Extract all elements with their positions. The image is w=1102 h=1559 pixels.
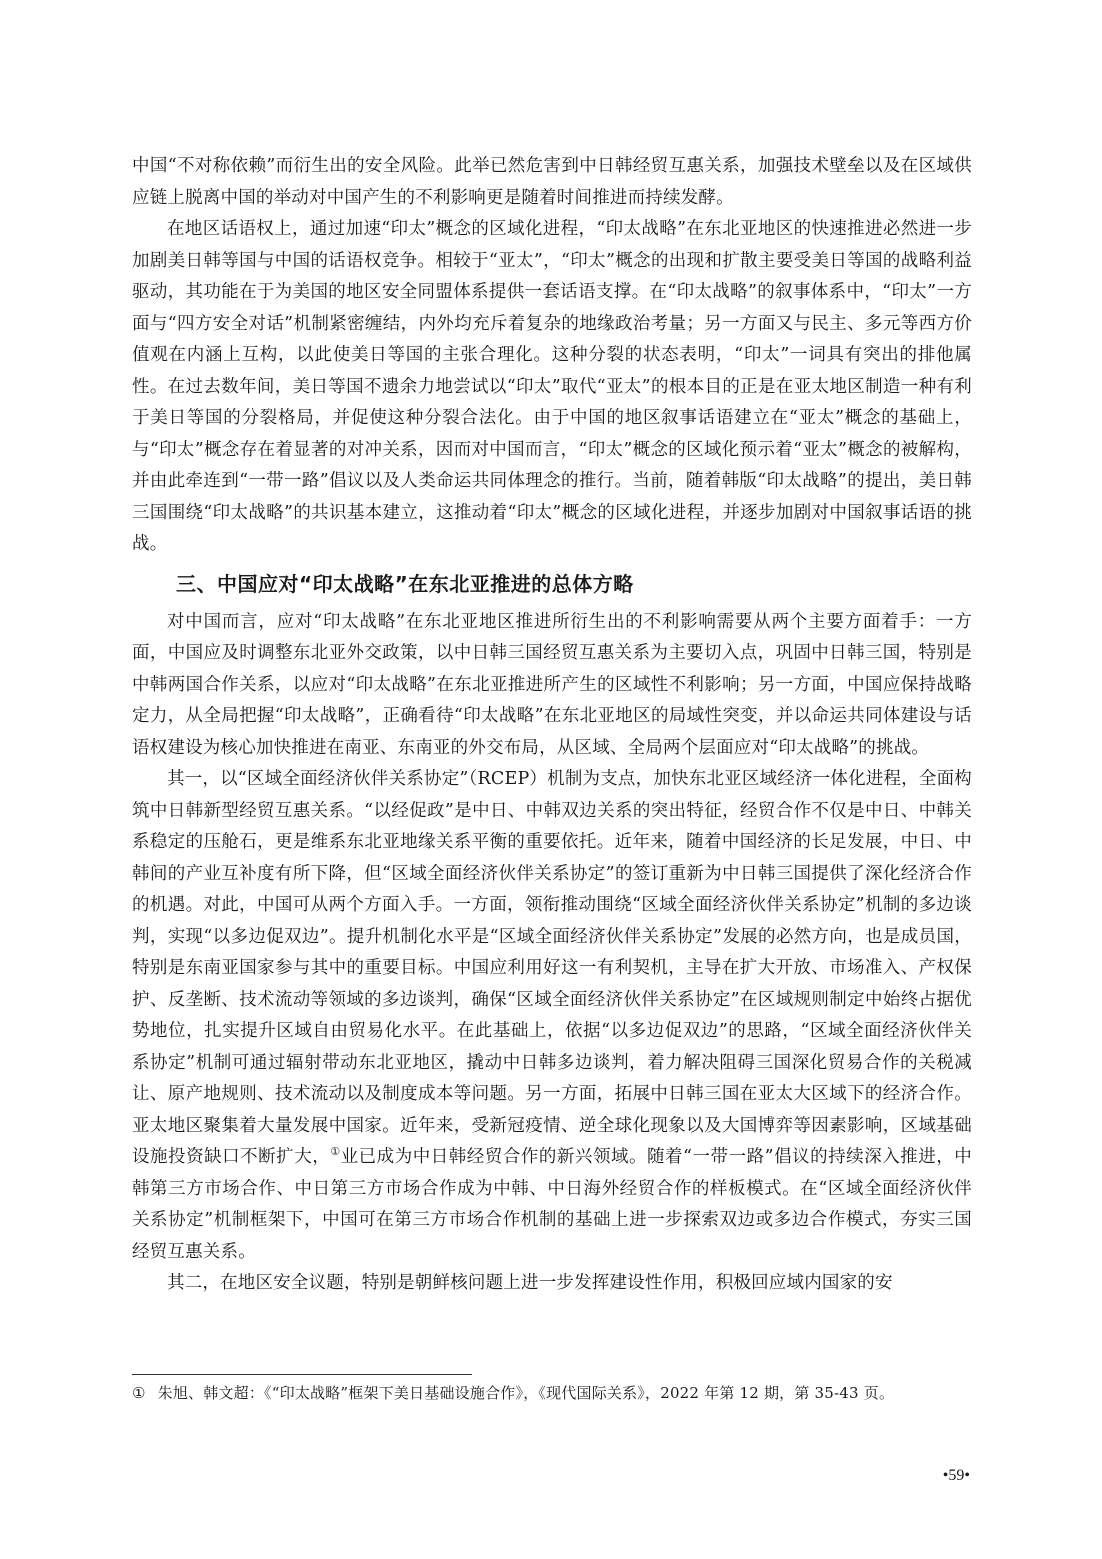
paragraph-1: 中国“不对称依赖”而衍生出的安全风险。此举已然危害到中日韩经贸互惠关系，加强技术壁垒以及在区域供应链上脱离中国的举动对中国产生的不利影响更是随着时间推进而持续发酵。	[132, 156, 972, 208]
footnote-marker: ①	[132, 1384, 146, 1402]
footnote-divider	[132, 1374, 472, 1375]
paragraph-4-text-a: 其一，以“区域全面经济伙伴关系协定”（RCEP）机制为支点，加快东北亚区域经济一体化进程，全面构筑中日韩新型经贸互惠关系。“以经促政”是中日、中韩双边关系的突出特征，经贸合作不仅是中日、中韩关系稳定的压舱石，更是维系东北亚地缘关系平衡的重要依托。近年来，随着中国经济的长足发展，中日、中韩间的产业互补度有所下降，但“区域全面经济伙伴关系协定”的签订重新为中日韩三国提供了深化经济合作的机遇。对此，中国可从两个方面入手。一方面，领衔推动围绕“区域全面经济伙伴关系协定”机制的多边谈判，实现“以多边促双边”。提升机制化水平是“区域全面经济伙伴关系协定”发展的必然方向，也是成员国，特别是东南亚国家参与其中的重要目标。中国应利用好这一有利契机，主导在扩大开放、市场准入、产权保护、反垄断、技术流动等领域的多边谈判，确保“区域全面经济伙伴关系协定”在区域规则制定中始终占据优势地位，扎实提升区域自由贸易化水平。在此基础上，依据“以多边促双边”的思路，“区域全面经济伙伴关系协定”机制可通过辐射带动东北亚地区，撬动中日韩多边谈判，着力解决阻碍三国深化贸易合作的关税减让、原产地规则、技术流动以及制度成本等问题。另一方面，拓展中日韩三国在亚太大区域下的经济合作。亚太地区聚集着大量发展中国家。近年来，受新冠疫情、逆全球化现象以及大国博弈等因素影响，区域基础设施投资缺口不断扩大，	[132, 769, 972, 1167]
body-text	[132, 151, 972, 1300]
section-heading: 三、中国应对“印太战略”在东北亚推进的总体方略	[176, 571, 634, 596]
paragraph-4	[132, 764, 972, 1268]
paragraph-2: 在地区话语权上，通过加速“印太”概念的区域化进程，“印太战略”在东北亚地区的快速推进必然进一步加剧美日韩等国与中国的话语权竞争。相较于“亚太”，“印太”概念的出现和扩散主要受美日等国的战略利益驱动，其功能在于为美国的地区安全同盟体系提供一套话语支撑。在“印太战略”的叙事体系中，“印太”一方面与“四方安全对话”机制紧密缠结，内外均充斥着复杂的地缘政治考量；另一方面又与民主、多元等西方价值观在内涵上互构，以此使美日等国的主张合理化。这种分裂的状态表明，“印太”一词具有突出的排他属性。在过去数年间，美日等国不遗余力地尝试以“印太”取代“亚太”的根本目的正是在亚太地区制造一种有利于美日等国的分裂格局，并促使这种分裂合法化。由于中国的地区叙事话语建立在“亚太”概念的基础上，与“印太”概念存在着显著的对冲关系，因而对中国而言，“印太”概念的区域化预示着“亚太”概念的被解构，并由此牵连到“一带一路”倡议以及人类命运共同体理念的推行。当前，随着韩版“印太战略”的提出，美日韩三国围绕“印太战略”的共识基本建立，这推动着“印太”概念的区域化进程，并逐步加剧对中国叙事话语的挑战。	[132, 219, 972, 554]
page-number: •59•	[942, 1467, 970, 1484]
footnote-text: 朱旭、韩文超：《“印太战略”框架下美日基础设施合作》，《现代国际关系》，2022 年第 12 期，第 35-43 页。	[157, 1384, 895, 1402]
footnote-reference[interactable]: ①	[330, 1145, 341, 1159]
footnote	[132, 1381, 972, 1405]
paragraph-4-text-b: 业已成为中日韩经贸合作的新兴领域。随着“一带一路”倡议的持续深入推进，中韩第三方市场合作、中日第三方市场合作成为中韩、中日海外经贸合作的样板模式。在“区域全面经济伙伴关系协定”机制框架下，中国可在第三方市场合作机制的基础上进一步探索双边或多边合作模式，夯实三国经贸互惠关系。	[132, 1147, 973, 1262]
paragraph-5: 其二，在地区安全议题，特别是朝鲜核问题上进一步发挥建设性作用，积极回应域内国家的安	[167, 1273, 893, 1293]
paragraph-3: 对中国而言，应对“印太战略”在东北亚地区推进所衍生出的不利影响需要从两个主要方面着手：一方面，中国应及时调整东北亚外交政策，以中日韩三国经贸互惠关系为主要切入点，巩固中日韩三国，特别是中韩两国合作关系，以应对“印太战略”在东北亚推进所产生的区域性不利影响；另一方面，中国应保持战略定力，从全局把握“印太战略”，正确看待“印太战略”在东北亚地区的局域性突变，并以命运共同体建设与话语权建设为核心加快推进在南亚、东南亚的外交布局，从区域、全局两个层面应对“印太战略”的挑战。	[132, 611, 972, 758]
